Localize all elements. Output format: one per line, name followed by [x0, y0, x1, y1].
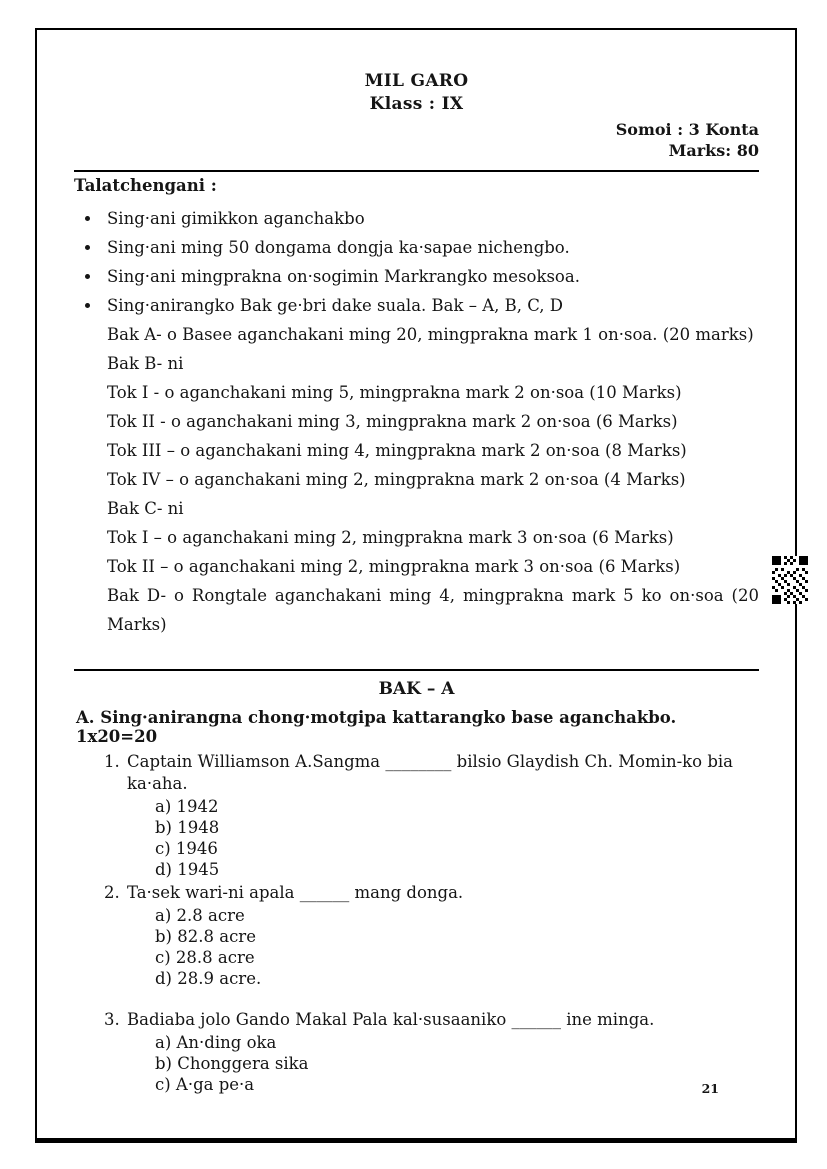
mark-distribution-line: Bak B- ni — [107, 354, 184, 373]
section-a-direction: A. Sing·anirangna chong·motgipa kattarangko base aganchakbo. 1x20=20 — [76, 708, 677, 746]
exam-meta — [74, 119, 759, 161]
mark-distribution-line: Tok I - o aganchakani ming 5, mingprakna mark 2 on·soa (10 Marks) — [107, 383, 682, 402]
mark-distribution-line: Tok III – o aganchakani ming 4, mingprakna mark 2 on·soa (8 Marks) — [107, 441, 687, 460]
option-b: b) 82.8 acre — [155, 927, 256, 946]
option-d: d) 28.9 acre. — [155, 969, 262, 988]
mark-distribution-line: Tok I – o aganchakani ming 2, mingprakna mark 3 on·soa (6 Marks) — [107, 528, 674, 547]
mark-distribution-line: Bak C- ni — [107, 499, 184, 518]
bullet-item: • Sing·ani ming 50 dongama dongja ka·sapae nichengbo. — [102, 233, 759, 262]
mark-distribution-line: Bak A- o Basee aganchakani ming 20, mingprakna mark 1 on·soa. (20 marks) — [107, 325, 754, 344]
bullet-item: • Sing·ani mingprakna on·sogimin Markrangko mesoksoa. — [102, 262, 759, 291]
question-3 — [104, 1009, 759, 1095]
exam-title: MIL GARO — [364, 71, 469, 91]
exam-marks: Marks: 80 — [668, 141, 759, 160]
instructions-heading: Talatchengani : — [74, 176, 217, 195]
mark-distribution-list — [107, 320, 759, 639]
qr-code-image — [772, 556, 808, 604]
question-text: Ta·sek wari-ni apala ______ mang donga. — [127, 883, 464, 902]
option-a: a) 2.8 acre — [155, 906, 245, 925]
option-c: c) 1946 — [155, 839, 218, 858]
section-a-heading: BAK – A — [378, 679, 455, 699]
qr-code — [772, 556, 808, 604]
question-text: Captain Williamson A.Sangma ________ bilsio Glaydish Ch. Momin-ko bia ka·aha. — [127, 752, 734, 793]
mark-distribution-line: Tok II – o aganchakani ming 2, mingprakna mark 3 on·soa (6 Marks) — [107, 557, 681, 576]
divider-top — [74, 170, 759, 172]
question-body — [127, 751, 759, 880]
option-list — [155, 905, 759, 989]
question-body — [127, 1009, 759, 1095]
page-frame — [35, 28, 797, 1143]
bullet-item: • Sing·ani gimikkon aganchakbo — [102, 204, 759, 233]
question-2 — [104, 882, 759, 989]
question-body — [127, 882, 759, 989]
option-a: a) An·ding oka — [155, 1033, 277, 1052]
option-b: b) 1948 — [155, 818, 220, 837]
question-number: 1. — [104, 752, 120, 771]
option-d: d) 1945 — [155, 860, 220, 879]
option-c: c) 28.8 acre — [155, 948, 255, 967]
instructions-bullet-list — [86, 204, 759, 320]
question-list — [74, 751, 759, 1095]
question-number: 2. — [104, 883, 120, 902]
option-list — [155, 1032, 759, 1095]
exam-time: Somoi : 3 Konta — [615, 120, 759, 139]
option-c: c) A·ga pe·a — [155, 1075, 255, 1094]
question-1 — [104, 751, 759, 880]
divider-section — [74, 669, 759, 671]
page-number: 21 — [701, 1081, 719, 1096]
option-list — [155, 796, 759, 880]
question-text: Badiaba jolo Gando Makal Pala kal·susaaniko ______ ine minga. — [127, 1010, 655, 1029]
mark-distribution-line: Bak D- o Rongtale aganchakani ming 4, mingprakna mark 5 ko on·soa (20 Marks) — [107, 586, 759, 634]
exam-class: Klass : IX — [369, 94, 464, 114]
bullet-item: • Sing·anirangko Bak ge·bri dake suala. Bak – A, B, C, D — [102, 291, 759, 320]
option-b: b) Chonggera sika — [155, 1054, 309, 1073]
option-a: a) 1942 — [155, 797, 219, 816]
question-number: 3. — [104, 1010, 120, 1029]
mark-distribution-line: Tok IV – o aganchakani ming 2, mingprakna mark 2 on·soa (4 Marks) — [107, 470, 686, 489]
mark-distribution-line: Tok II - o aganchakani ming 3, mingprakna mark 2 on·soa (6 Marks) — [107, 412, 678, 431]
page-content — [37, 30, 795, 1095]
